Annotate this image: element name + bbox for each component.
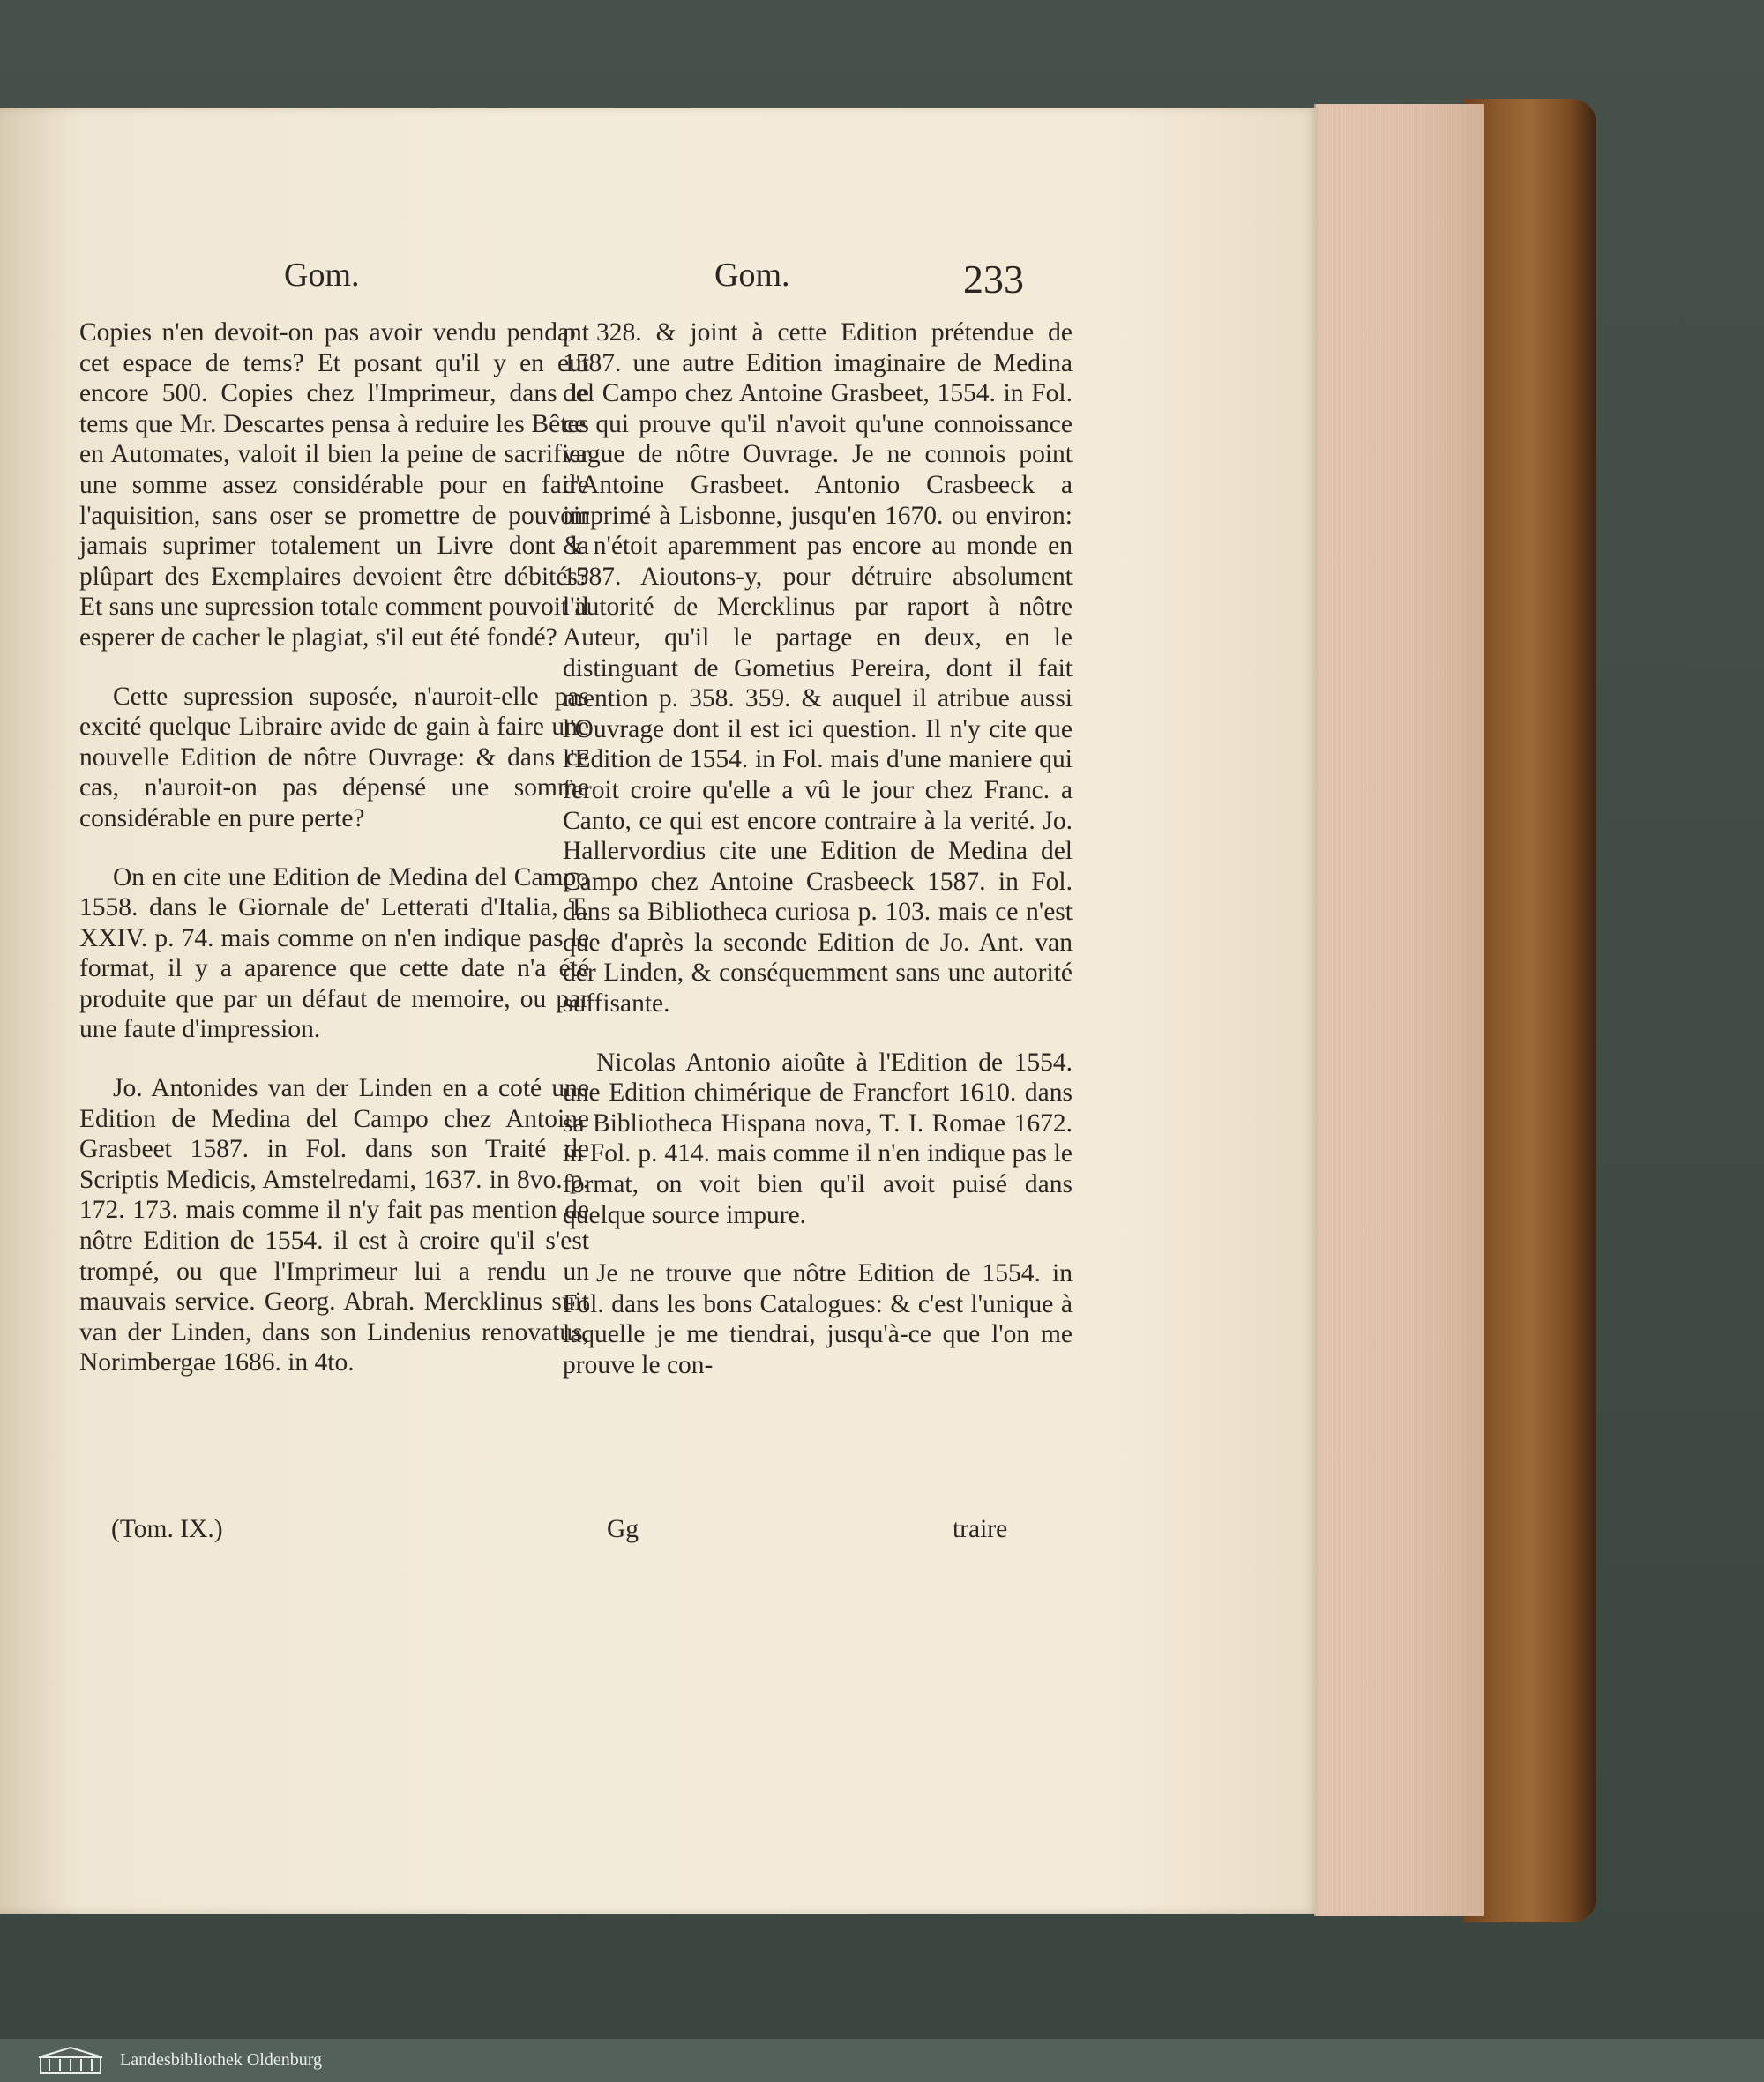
library-building-icon — [35, 2045, 106, 2077]
paragraph: On en cite une Edition de Medina del Campo 1558. dans le Giornale de' Letterati d'Italia, T. XXIV. p. 74. mais comme on n'en indique pas le format, il y a aparence que cette date n'a été produite que par un défaut de memoire, ou par une faute d'impression. — [79, 862, 589, 1044]
paragraph: p. 328. & joint à cette Edition prétendue de 1587. une autre Edition imaginaire de Medina del Campo chez Antoine Grasbeet, 1554. in Fol. ce qui prouve qu'il n'avoit qu'une connoissance vague de nôtre Ouvrage. Je ne connois point d'Antoine Grasbeet. Antonio Crasbeeck a imprimé à Lisbonne, jusqu'en 1670. ou environ: & n'étoit aparemment pas encore au monde en 1587. Aioutons-y, pour détruire absolument l'autorité de Mercklinus par raport à nôtre Auteur, qu'il le partage en deux, en le distinguant de Gometius Pereira, dont il fait mention p. 358. 359. & auquel il atribue aussi l'Ouvrage dont il est ici question. Il n'y cite que l'Edition de 1554. in Fol. mais d'une maniere qui feroit croire qu'elle a vû le jour chez Franc. a Canto, ce qui est encore contraire à la verité. Jo. Hallervordius cite une Edition de Medina del Campo chez Antoine Crasbeeck 1587. in Fol. dans sa Bibliotheca curiosa p. 103. mais ce n'est que d'après la seconde Edition de Jo. Ant. van der Linden, & conséquemment sans une autorité suffisante. — [563, 318, 1073, 1019]
running-head-left: Gom. — [284, 257, 360, 294]
left-column — [79, 317, 589, 1378]
running-head-center: Gom. — [714, 257, 790, 294]
page-fore-edge — [1314, 104, 1484, 1916]
tome-label: (Tom. IX.) — [111, 1515, 223, 1543]
book-cover-edge — [1464, 99, 1596, 1922]
library-name: Landesbibliothek Oldenburg — [120, 2050, 323, 2070]
paragraph: Nicolas Antonio aioûte à l'Edition de 1554. une Edition chimérique de Francfort 1610. dans sa Bibliotheca Hispana nova, T. I. Romae 1672. in Fol. p. 414. mais comme il n'en indique pas le format, on voit bien qu'il avoit puisé dans quelque source impure. — [563, 1048, 1073, 1229]
signature-mark: Gg — [607, 1515, 639, 1543]
library-watermark-bar — [0, 2039, 1764, 2082]
catchword: traire — [953, 1515, 1008, 1543]
paragraph: Je ne trouve que nôtre Edition de 1554. in Fol. dans les bons Catalogues: & c'est l'unique à laquelle je me tiendrai, jusqu'à-ce que l'on me prouve le con- — [563, 1259, 1073, 1379]
paragraph: Jo. Antonides van der Linden en a coté une Edition de Medina del Campo chez Antoine Grasbeet 1587. in Fol. dans son Traité de Scriptis Medicis, Amstelredami, 1637. in 8vo. p. 172. 173. mais comme il n'y fait pas mention de nôtre Edition de 1554. il est à croire qu'il s'est trompé, ou que l'Imprimeur lui a rendu un mauvais service. Georg. Abrah. Mercklinus suit van der Linden, dans son Lindenius renovatus, Norimbergae 1686. in 4to. — [79, 1074, 589, 1377]
paragraph: Copies n'en devoit-on pas avoir vendu pendant cet espace de tems? Et posant qu'il y en eut encore 500. Copies chez l'Imprimeur, dans le tems que Mr. Descartes pensa à reduire les Bêtes en Automates, valoit il bien la peine de sacrifier une somme assez considérable pour en faire l'aquisition, sans oser se promettre de pouvoir jamais suprimer totalement un Livre dont la plûpart des Exemplaires devoient être débités? Et sans une supression totale comment pouvoit il esperer de cacher le plagiat, s'il eut été fondé? — [79, 318, 589, 652]
page-number: 233 — [963, 257, 1024, 302]
paragraph: Cette supression suposée, n'auroit-elle pas excité quelque Libraire avide de gain à faire une nouvelle Edition de nôtre Ouvrage: & dans ce cas, n'auroit-on pas dépensé une somme considérable en pure perte? — [79, 682, 589, 832]
right-column — [563, 317, 1073, 1381]
